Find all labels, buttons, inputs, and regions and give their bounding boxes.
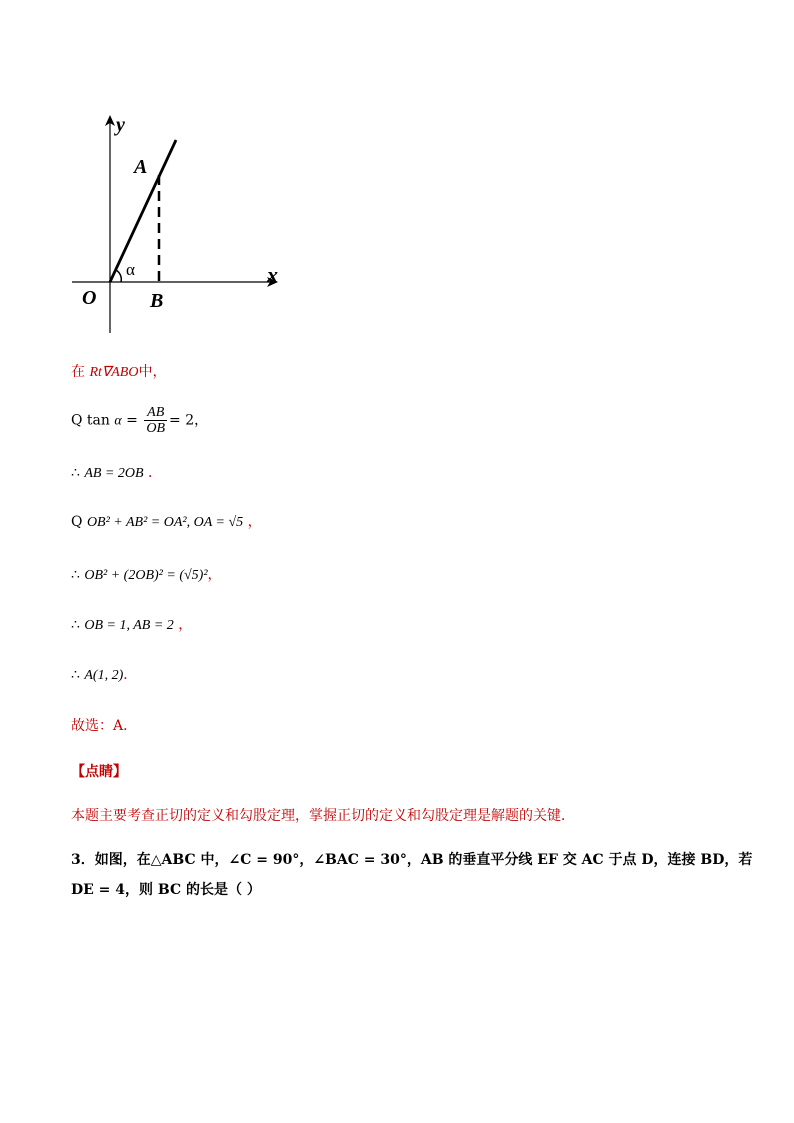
label-x: x [267,262,278,287]
fraction-AB-OB: $\frac{AB}{OB}$ [146,405,166,436]
answer-choice: 故选：A． [71,718,138,734]
solution-line-6: ∴ OB = 1, AB = 2 ， [71,617,193,633]
solution-line-3: ∴ AB = 2OB ． [71,465,163,481]
label-A: A [134,156,148,178]
label-O: O [82,287,97,309]
solution-line-5: ∴ OB² + (2OB)² = (√5)²， [71,567,222,583]
solution-line-1: 在 Rt∇ABO中， [71,364,167,380]
solution-line-4: Q OB² + AB² = OA², OA = √5 ， [71,514,262,530]
angle-arc [116,270,121,282]
label-alpha: α [126,260,135,279]
coordinate-figure [60,105,300,345]
comment-text: 本题主要考查正切的定义和勾股定理，掌握正切的定义和勾股定理是解题的关键． [71,808,575,824]
comment-heading: 【点睛】 [71,764,127,780]
question-3-line-2: DE = 4，则 BC 的长是（ ） [71,882,261,898]
label-B: B [150,290,164,312]
solution-line-2: Q tan α = $\frac{AB}{OB}$ = 2， [71,405,209,436]
question-3-line-1: 3．如图，在△ABC 中，∠C = 90°，∠BAC = 30°，AB 的垂直平分线 EF 交 AC 于点 D，连接 BD，若 [71,852,753,868]
solution-line-7: ∴ A(1, 2)． [71,667,138,683]
label-y: y [116,114,125,136]
